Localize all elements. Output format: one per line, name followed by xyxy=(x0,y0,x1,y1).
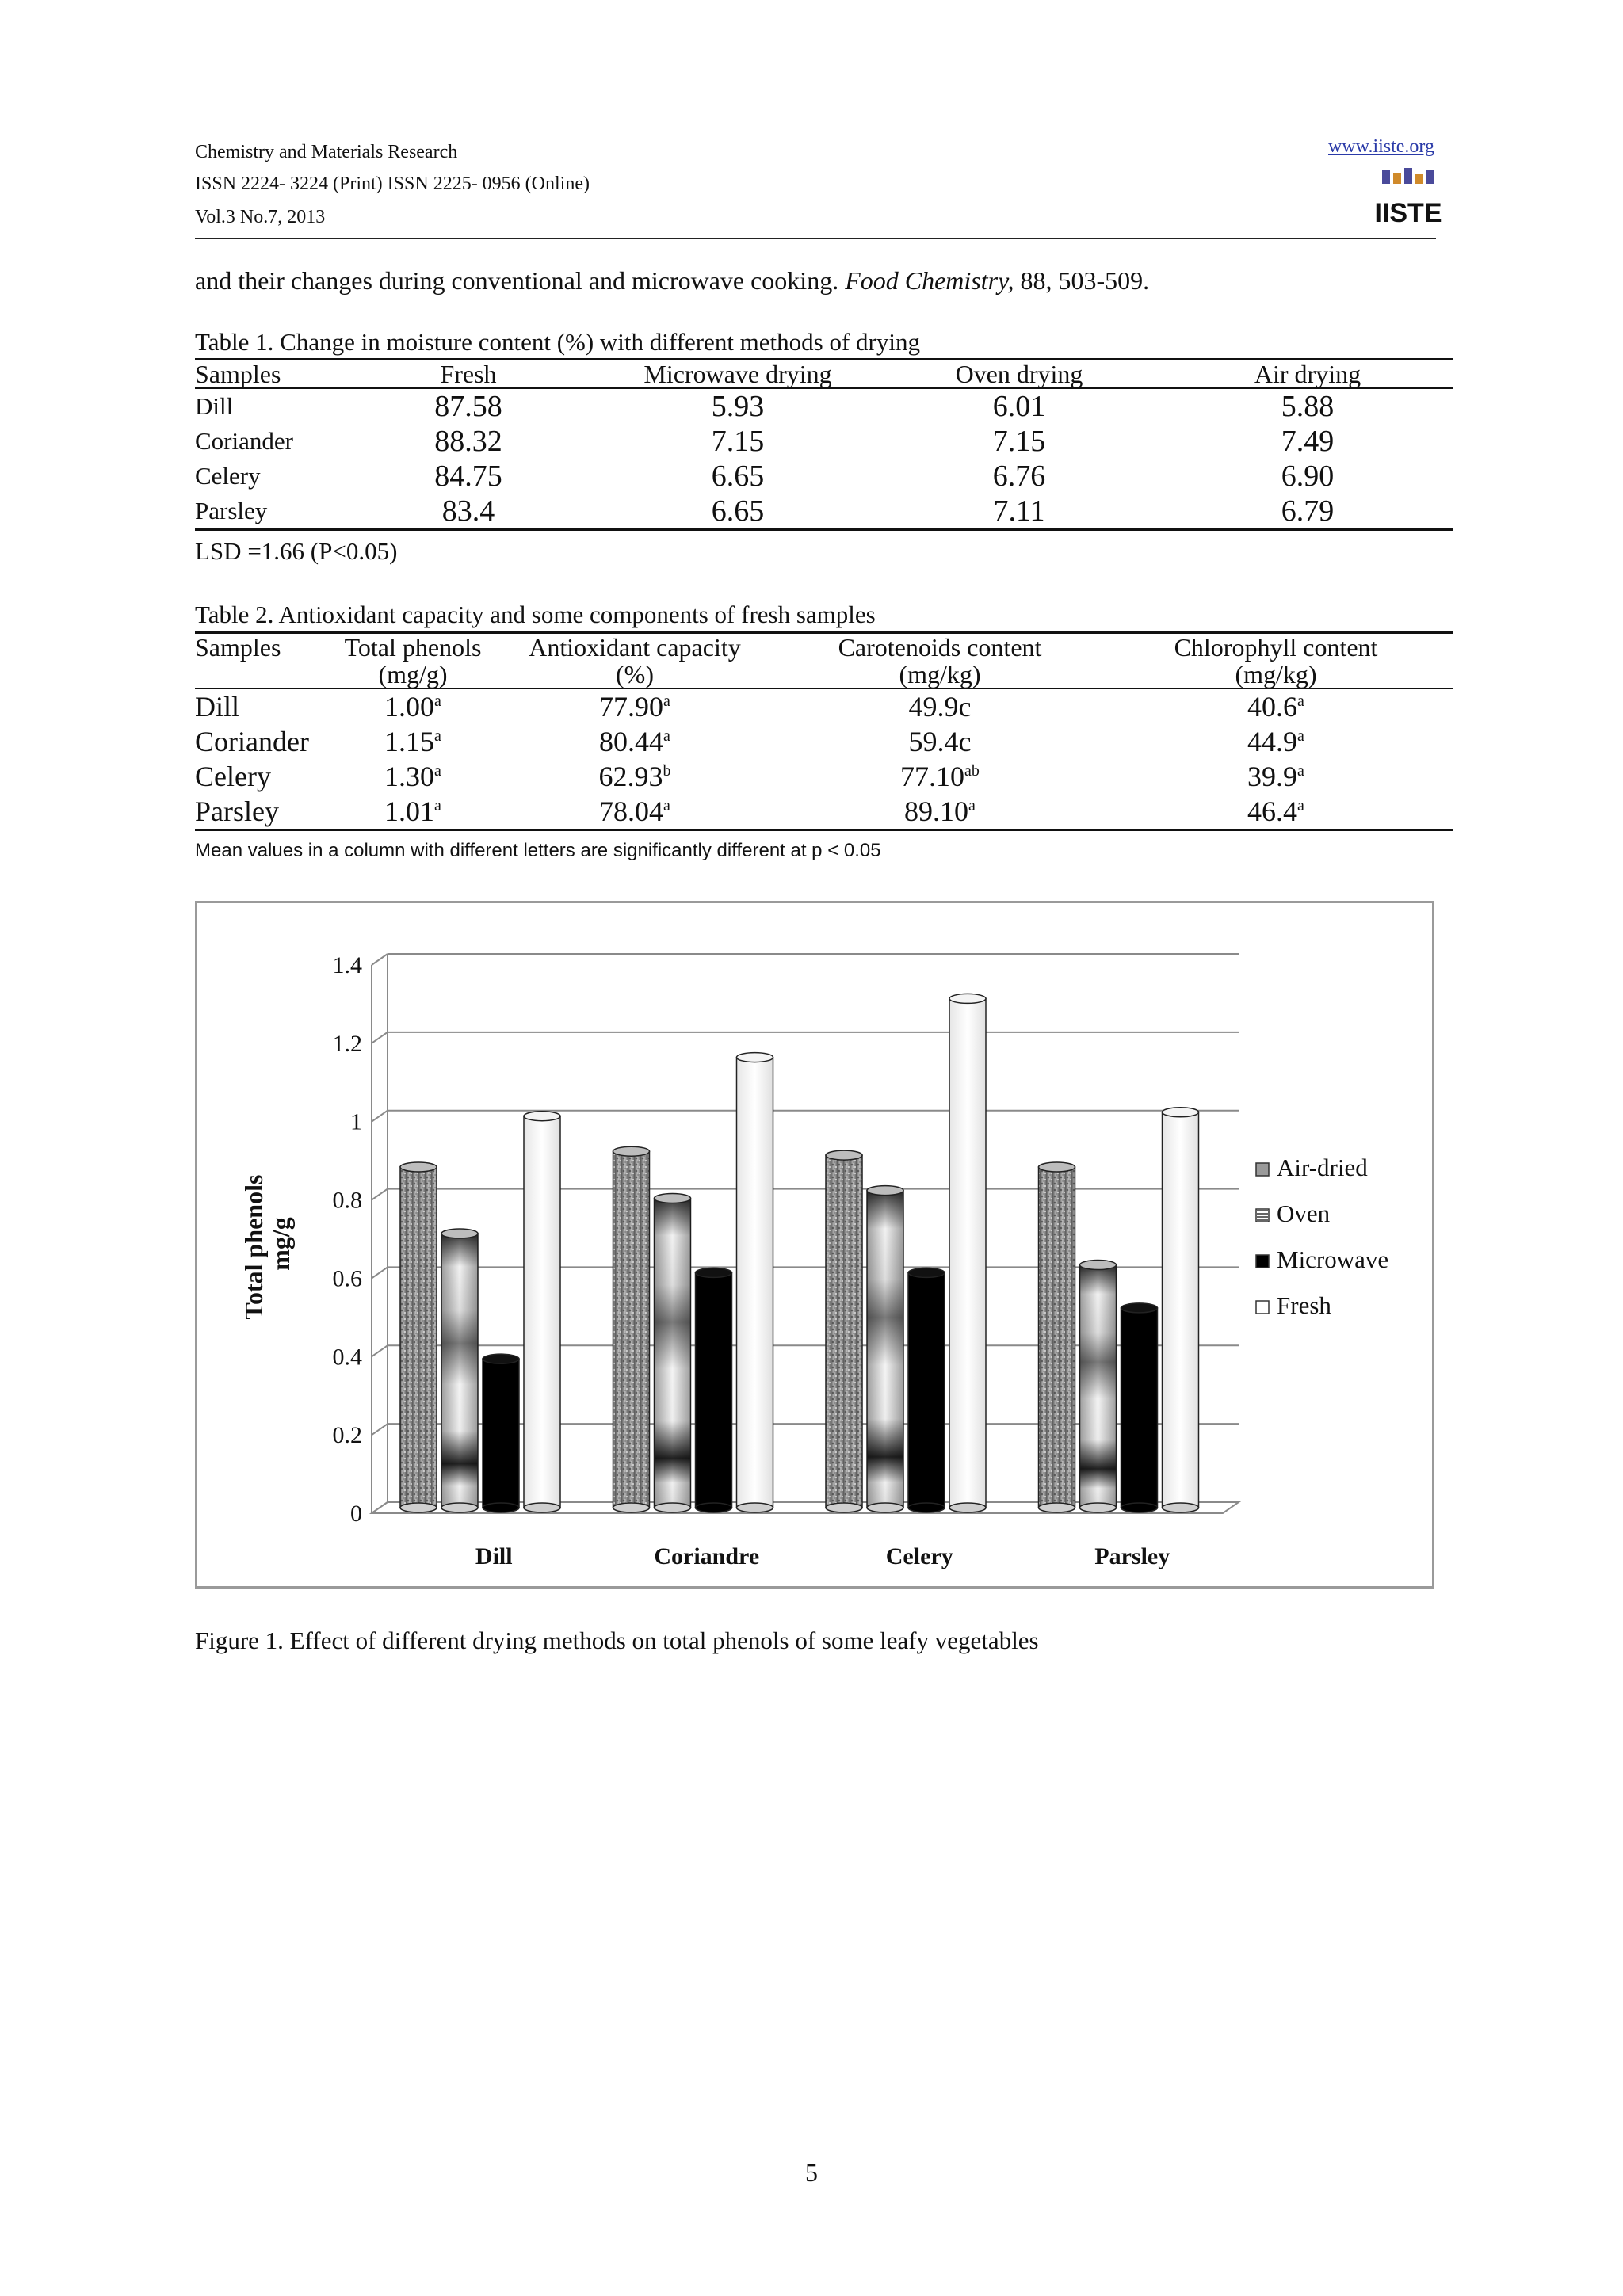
bar-oven-parsley xyxy=(1080,1261,1117,1512)
table-row: Coriander 1.15$^a$ 80.44$^a$ 59.4c 44.9$^a$ xyxy=(195,726,1304,757)
svg-text:Air-dried: Air-dried xyxy=(1277,1154,1368,1181)
bar-microwave-celery xyxy=(908,1268,945,1512)
gridline-diagonal xyxy=(372,1111,388,1122)
y-tick-label: 0 xyxy=(350,1501,362,1527)
y-tick-label: 1.2 xyxy=(332,1030,362,1057)
volume-line: Vol.3 No.7, 2013 xyxy=(195,207,326,227)
bar-microwave-dill xyxy=(483,1354,519,1512)
x-tick-label: Dill xyxy=(475,1543,513,1569)
bar-fresh-dill xyxy=(524,1112,560,1512)
bar-fresh-coriandre xyxy=(737,1053,773,1512)
svg-text:Fresh: Fresh xyxy=(1277,1291,1331,1319)
table1-header-air: Air drying xyxy=(1162,360,1453,389)
gridline-diagonal xyxy=(372,1032,388,1043)
chart-svg xyxy=(197,903,1432,1586)
table2-header-antioxidant: Antioxidant capacity xyxy=(488,633,781,662)
table-row: Dill 1.00$^a$ 77.90$^a$ 49.9c 40.6$^a$ xyxy=(195,691,1304,723)
table1-header-microwave: Microwave drying xyxy=(599,360,876,389)
gridline-diagonal xyxy=(372,954,388,965)
gridline-diagonal xyxy=(372,1424,388,1435)
legend-item-oven xyxy=(1256,1199,1331,1227)
table2-unit-carotenoids: (mg/kg) xyxy=(781,661,1098,688)
table-row: Parsley 83.4 6.65 7.11 6.79 xyxy=(195,494,1453,530)
bar-microwave-parsley xyxy=(1121,1303,1158,1512)
issn-line: ISSN 2224- 3224 (Print) ISSN 2225- 0956 (Online) xyxy=(195,174,590,194)
table1 xyxy=(195,358,1453,531)
table2-header-samples: Samples xyxy=(195,633,338,662)
y-tick-label: 0.2 xyxy=(332,1422,362,1449)
legend-item-fresh xyxy=(1256,1291,1331,1319)
legend-item-air-dried xyxy=(1256,1154,1368,1181)
y-tick-label: 1.4 xyxy=(332,952,362,978)
gridline-diagonal xyxy=(372,1189,388,1200)
bar-fresh-parsley xyxy=(1163,1108,1199,1512)
header-rule xyxy=(195,238,1436,239)
y-axis-label: Total phenols mg/g xyxy=(239,1174,295,1320)
table1-caption: Table 1. Change in moisture content (%) with different methods of drying xyxy=(195,328,920,356)
y-tick-label: 0.8 xyxy=(332,1187,362,1214)
table2-note: Mean values in a column with different letters are significantly different at p < 0.05 xyxy=(195,840,881,861)
table1-note: LSD =1.66 (P<0.05) xyxy=(195,537,398,565)
figure1-chart xyxy=(195,901,1434,1589)
table2-caption: Table 2. Antioxidant capacity and some components of fresh samples xyxy=(195,601,876,628)
y-tick-label: 1 xyxy=(350,1108,362,1135)
bar-air-dried-dill xyxy=(400,1162,437,1512)
x-tick-label: Parsley xyxy=(1094,1543,1170,1569)
table2-unit-antioxidant: (%) xyxy=(488,661,781,688)
x-tick-label: Coriandre xyxy=(654,1543,760,1569)
y-tick-label: 0.6 xyxy=(332,1265,362,1292)
page-number: 5 xyxy=(805,2158,818,2187)
table2 xyxy=(195,631,1453,831)
table2-unit-chlorophyll: (mg/kg) xyxy=(1098,661,1453,688)
table2-header-carotenoids: Carotenoids content xyxy=(781,633,1098,662)
bar-air-dried-parsley xyxy=(1039,1162,1075,1512)
bar-oven-celery xyxy=(867,1186,903,1512)
reference-continuation: and their changes during conventional and microwave cooking. Food Chemistry, 88, 503-509. xyxy=(195,266,1150,295)
bar-microwave-coriandre xyxy=(696,1268,732,1512)
iiste-logo xyxy=(1374,168,1442,228)
table-row: Dill 87.58 5.93 6.01 5.88 xyxy=(195,390,1335,423)
table2-header-phenols: Total phenols xyxy=(338,633,488,662)
y-tick-label: 0.4 xyxy=(332,1344,362,1371)
gridline-diagonal xyxy=(372,1345,388,1356)
gridline-diagonal xyxy=(372,1267,388,1278)
journal-url-link[interactable]: www.iiste.org xyxy=(1328,136,1434,157)
table1-header-fresh: Fresh xyxy=(338,360,599,389)
table2-unit-phenols: (mg/g) xyxy=(338,661,488,688)
legend-item-microwave xyxy=(1256,1245,1388,1273)
bar-oven-dill xyxy=(441,1229,478,1512)
bar-fresh-celery xyxy=(949,994,986,1512)
table-row: Coriander 88.32 7.15 7.15 7.49 xyxy=(195,425,1335,458)
table-row: Celery 1.30$^a$ 62.93$^b$ 77.10$^{ab}$ 39.9$^a$ xyxy=(195,761,1304,792)
table1-header-samples: Samples xyxy=(195,360,338,389)
table-row: Celery 84.75 6.65 6.76 6.90 xyxy=(195,460,1335,493)
bar-oven-coriandre xyxy=(655,1194,691,1512)
bar-air-dried-celery xyxy=(826,1150,862,1512)
table-row: Parsley 1.01$^a$ 78.04$^a$ 89.10$^a$ 46.4$^a$ xyxy=(195,794,1453,830)
logo-text: IISTE xyxy=(1374,198,1442,228)
table1-header-oven: Oven drying xyxy=(876,360,1162,389)
svg-text:Microwave: Microwave xyxy=(1277,1245,1389,1273)
bar-air-dried-coriandre xyxy=(613,1146,650,1512)
figure1-caption: Figure 1. Effect of different drying methods on total phenols of some leafy vegetables xyxy=(195,1627,1039,1654)
svg-text:Oven: Oven xyxy=(1277,1199,1331,1227)
table2-header-chlorophyll: Chlorophyll content xyxy=(1098,633,1453,662)
x-tick-label: Celery xyxy=(885,1543,953,1569)
journal-name: Chemistry and Materials Research xyxy=(195,142,458,162)
